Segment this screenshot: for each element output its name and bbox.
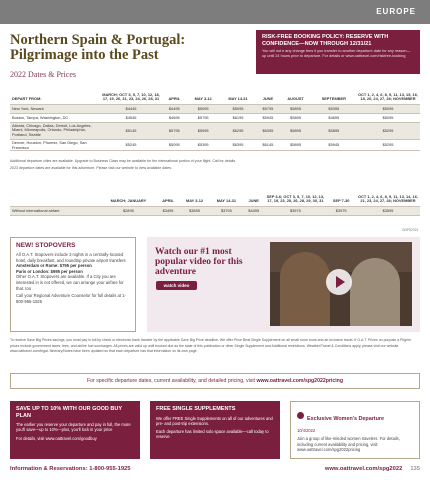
table-cell: $5095 (187, 104, 220, 113)
stopovers-intro: All O.A.T. Stopovers include 3 nights in a centrally-located hotel, daily breakfast, and roundtrip private airport transfers (16, 252, 126, 263)
thumbnail-person (350, 258, 400, 326)
video-promo-panel (147, 237, 420, 332)
table-header-cell: OCT 1, 2, 4, 6, 8, 9, 11, 13, 15, 16, 18, 20, 24, 27, 28; NOVEMBER (356, 84, 420, 104)
stopovers-heading: NEW! STOPOVERS (16, 242, 76, 249)
fine-print: To receive Save Big Prices savings, you must pay in full by check or electronic bank transfer by the applicable Save Big Price deadline. We offer Price Beat Single Supplement on all small room tours and air-inclusive travel. If O.A.T. Prices on purpose a Pilgrim prices include government taxes, fees, and airline fuel surcharges. All prices are valid up until booked due as the state of this publication or other Single Supplement and Additional restrictions. Weather/Travel & Conditions apply, please visit our website www.oattravel.com/legal. Itinerary/Notes have been updated so that each departure has that information on its own page. (10, 338, 411, 354)
stopovers-call: Call your Regional Adventure Counselor for full details at 1-800-955-1925 (16, 293, 126, 304)
table-cell: $5295 (356, 139, 420, 150)
table-cell: $3595 (356, 206, 420, 215)
table-cell: $4495 (162, 104, 187, 113)
table-cell: $5795 (187, 113, 220, 122)
table-cell: $4545 (100, 113, 162, 122)
table-header-cell: AUGUST (280, 84, 312, 104)
watch-video-button[interactable]: watch video (156, 281, 197, 290)
table-cell: $5895 (280, 122, 312, 139)
table-header-cell: JUNE (243, 180, 264, 206)
table-row (10, 113, 420, 122)
table-cell: $5995 (187, 122, 220, 139)
promo-headline: RISK-FREE BOOKING POLICY: RESERVE WITH CONFIDENCE—NOW THROUGH 12/31/21 (262, 34, 389, 47)
price-table-without-airfare (10, 180, 420, 216)
table-header-cell: APRIL (162, 84, 187, 104)
video-thumbnail[interactable] (270, 242, 412, 326)
good-buy-body: The earlier you reserve your departure and pay in full, the more you'll save—up to 10%—plus, you'll lock in your price (16, 422, 131, 433)
risk-free-promo-box (256, 30, 420, 74)
table-cell: $5895 (280, 139, 312, 150)
women-icon (297, 412, 304, 419)
table-cell: $6295 (220, 122, 257, 139)
footer-right (325, 466, 420, 472)
table-cell: $5095 (220, 104, 257, 113)
table-cell: $6395 (256, 122, 279, 139)
table-cell: $6195 (220, 113, 257, 122)
price-table-with-airfare (10, 84, 420, 151)
single-body-2: Each departure has limited solo space available—call today to reserve (156, 429, 269, 440)
table-row (10, 139, 420, 150)
video-heading: Watch our #1 most popular video for this adventure (155, 247, 243, 277)
cta-text: For specific departure dates, current availability, and detailed pricing, visit (86, 378, 255, 384)
table-cell: $5795 (256, 104, 279, 113)
table-header-cell: OCT 1, 2, 4, 6, 8, 9, 11, 13, 14, 16, 21, 23, 24, 27, 28; NOVEMBER (356, 180, 420, 206)
trip-code-badge: GNPS2023 (402, 228, 419, 232)
table-header-cell: APRIL (157, 180, 180, 206)
table-header-cell: MARCH; OCT 3, 5, 7, 10, 12, 18, 17, 19, 26, 21, 23, 24, 26, 28, 31 (100, 84, 162, 104)
page-number: 135 (410, 466, 420, 472)
page-title: Northern Spain & Portugal: Pilgrimage into the Past (10, 32, 186, 63)
stopovers-price-line: Paris or London: $995 per person (16, 268, 83, 274)
table-header-cell: DEPART FROM: (10, 84, 100, 104)
footer-url[interactable]: www.oattravel.com/spg2022 (324, 466, 403, 472)
table-header-cell: SEP 7-30 (326, 180, 356, 206)
table-cell: $6145 (256, 139, 279, 150)
women-heading: Exclusive Women's Departure (307, 416, 384, 422)
table-cell: $5095 (356, 104, 420, 113)
table-header-cell: SEPTEMBER (312, 84, 356, 104)
table-cell: $5945 (312, 139, 356, 150)
airfare-note: Additional departure cities are available. Upgrade to Business Class may be available for the international portion of your flight. Call for details. (10, 159, 237, 163)
promo-body: You will not e any change fees if you transfer to another departure date for any reason—up until 24 hours prior to departure. For details or www.oattravel.com/riskfree-booking (262, 49, 411, 58)
dates-prices-subtitle: 2022 Dates & Prices (10, 70, 76, 79)
table-cell: $3495 (157, 206, 180, 215)
table-header-cell: MARCH; JANUARY (100, 180, 157, 206)
table-cell: Atlanta, Chicago, Dallas, Detroit, Los Angeles, Miami, Minneapolis, Orlando, Philadelphia, Portland, Seattle (10, 122, 100, 139)
footer-phone: Information & Reservations: 1-800-955-1925 (10, 466, 131, 472)
table-header-row (10, 84, 420, 104)
table-header-cell: MAY 3-12 (187, 84, 220, 104)
table-row (10, 122, 420, 139)
section-label: EUROPE (376, 7, 416, 16)
table-cell: $5945 (256, 113, 279, 122)
single-supplement-box (150, 401, 280, 459)
play-icon[interactable] (326, 269, 352, 295)
table-cell: Boston, Tampa, Washington, DC (10, 113, 100, 122)
table-cell: $6395 (220, 139, 257, 150)
table-cell: $3895 (179, 206, 209, 215)
table-row (10, 104, 420, 113)
table-cell: Without international airfare (10, 206, 100, 215)
table-cell: $5895 (280, 113, 312, 122)
table-cell: Denver, Houston, Phoenix, San Diego, San Francisco (10, 139, 100, 150)
table-header-cell (10, 180, 100, 206)
good-buy-box (10, 401, 140, 459)
single-body: We offer FREE Single Supplements on all of our adventures and pre- and post-trip extensions. (156, 415, 273, 426)
women-body: Join a group of like-minded women travelers. For details, including current availability and pricing, visit www.oattravel.com/spg2022pricing (297, 436, 400, 453)
section-header-bar (0, 0, 430, 24)
stopovers-box (10, 237, 136, 332)
good-buy-heading: SAVE UP TO 10% WITH OUR GOOD BUY PLAN (16, 406, 122, 419)
thumbnail-person (280, 252, 330, 326)
table-cell: $4695 (162, 113, 187, 122)
dates-2023-note: 2023 departure dates are available for this adventure. Please visit our website to view available dates. (10, 166, 173, 170)
womens-departure-box (290, 401, 420, 459)
table-cell: $3975 (264, 206, 326, 215)
table-cell: $5095 (162, 139, 187, 150)
table-cell: $4695 (312, 113, 356, 122)
table-cell: $4445 (100, 104, 162, 113)
table-cell: $2895 (100, 206, 157, 215)
table-cell: $5395 (312, 104, 356, 113)
table-cell: $5295 (356, 122, 420, 139)
pricing-cta-box (10, 373, 420, 389)
stopovers-body: Other O.A.T. Stopovers are available. If a City you are interested in is not offered, we can arrange your airfare for that. too (16, 274, 124, 291)
women-date: 10/4/2022 (297, 428, 316, 433)
table-cell: $5895 (312, 122, 356, 139)
stopovers-price-line: Amsterdam or Rome: $795 per person (16, 263, 92, 269)
table-cell: $3795 (210, 206, 243, 215)
single-heading: FREE SINGLE SUPPLEMENTS (156, 406, 236, 412)
table-cell: $5145 (100, 122, 162, 139)
table-header-cell: MAY 14-31 (210, 180, 243, 206)
table-cell: $5895 (280, 104, 312, 113)
table-cell: $5095 (356, 113, 420, 122)
table-cell: $4495 (243, 206, 264, 215)
cta-link[interactable]: www.oattravel.com/spg2022pricing (256, 378, 344, 384)
table-cell: $5245 (100, 139, 162, 150)
table-cell: $5795 (162, 122, 187, 139)
table-cell: $5395 (187, 139, 220, 150)
table-header-cell: JUNE (256, 84, 279, 104)
table-header-cell: SEP 3-6; OCT 3, 5, 7, 10, 12, 13, 17, 19, 23, 25, 26, 28, 29, 30, 31 (264, 180, 326, 206)
table-header-cell: MAY 3-12 (179, 180, 209, 206)
table-cell: $3975 (326, 206, 356, 215)
table-header-cell: MAY 14-31 (220, 84, 257, 104)
table-row (10, 206, 420, 215)
table-cell: New York, Newark (10, 104, 100, 113)
table-header-row (10, 180, 420, 206)
good-buy-link[interactable]: For details, visit www.oattravel.com/goodbuy (16, 435, 97, 441)
